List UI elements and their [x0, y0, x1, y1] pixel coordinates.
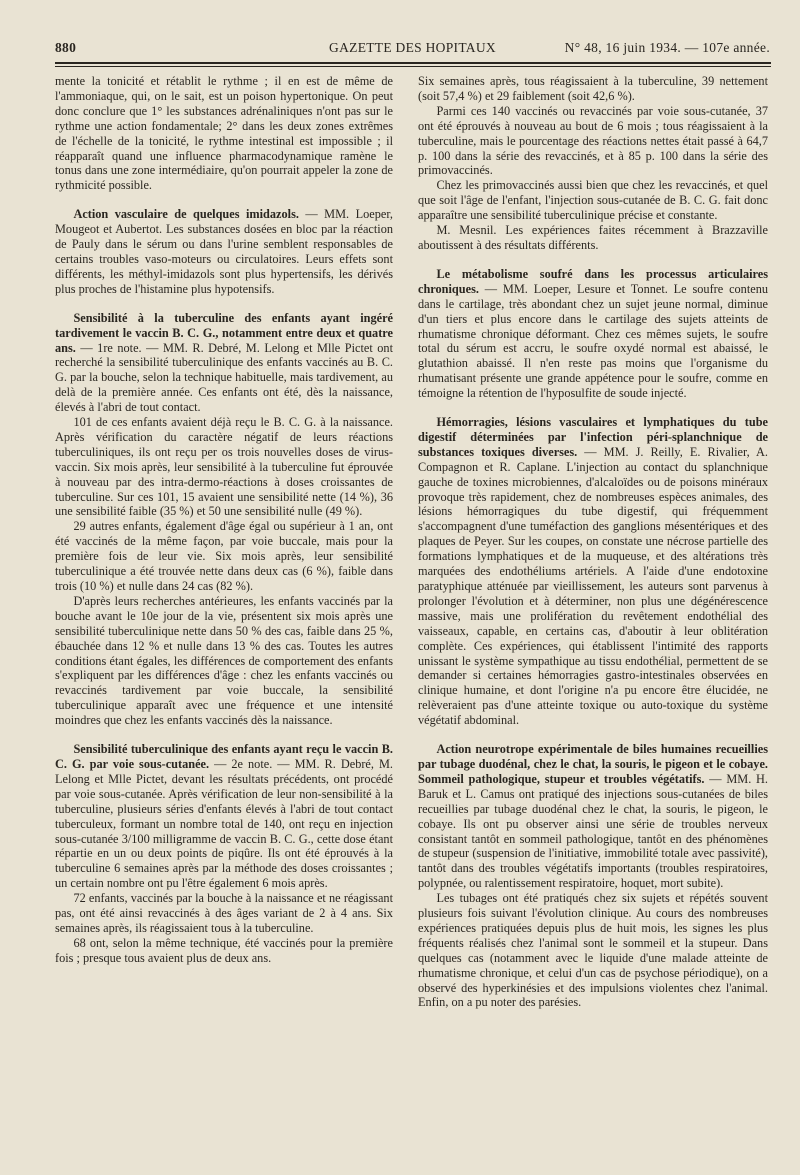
section-title: Le métabolisme soufré dans les processus articulaires chroniques. — [418, 266, 768, 296]
section-title: Sensibilité à la tuberculine des enfants ayant ingéré tardivement le vaccin B. C. G., notamment entre deux et quatre ans. — [55, 310, 393, 355]
section-text: — MM. J. Reilly, E. Rivalier, A. Compagnon et R. Caplane. L'injection au contact du splanchnique gauche de toxines microbiennes, d'alcaloïdes ou de poisons minéraux provoque très rapidement, chez de nombreuses espèces animales, des lésions hémorragiques du tube digestif, qui fréquemment s'accompagnent d'une tuméfaction des ganglions mésentériques et des plaques de Peyer. Sur les coupes, on constate une nécrose partielle des formations lymphatiques et de la muqueuse, et des altérations très marquées des endothéliums artériels. A l'aide d'une endotoxine paratyphique atténuée par vieillissement, les auteurs sont parvenus à prolonger l'évolution et à déterminer, non plus une dégénérescence massive, mais une prolifération du revêtement endothélial des vaisseaux, capable, en certains cas, d'aboutir à leur oblitération complète. Ces expériences, qui établissent l'intimité des rapports unissant le système sympathique au tissu endothélial, permettent de se demander si certaines hémorragies gastro-intestinales observées en clinique humaine, et dont l'origine n'a pu encore être élucidée, ne relèveraient pas d'une atteinte toxique ou auto-toxique du système végétatif abdominal. — [418, 444, 768, 728]
paragraph: D'après leurs recherches antérieures, les enfants vaccinés par la bouche avant le 10e jour de la vie, présentent six mois après une sensibilité tuberculinique nette dans 50 % des cas, faible dans 25 %, ébauchée dans 12 % et nulle dans 13 % des cas. Toutes les autres conditions étant égales, les différences de comportement des enfants s'expliquent par les différences d'âge : chez les enfants vaccinés ou revaccinés tardivement par voie buccale, la sensibilité tuberculinique apparaît avec une fréquence et une intensité moindres que chez les enfants vaccinés dès la naissance. — [55, 593, 393, 728]
page-number: 880 — [55, 40, 77, 55]
paragraph: M. Mesnil. Les expériences faites récemment à Brazzaville aboutissent à des résultats différents. — [418, 223, 768, 252]
section-tuberculine-buccal — [55, 311, 393, 415]
section-title: Hémorragies, lésions vasculaires et lymphatiques du tube digestif déterminées par l'infection péri-splanchnique de substances toxiques diverses. — [418, 415, 768, 459]
journal-title: GAZETTE DES HOPITAUX — [329, 40, 496, 55]
section-text: — MM. H. Baruk et L. Camus ont pratiqué des injections sous-cutanées de biles recueillies par tubage duodénal chez le chat, la souris, le pigeon, le cobaye. Ils ont pu observer ainsi une série de troubles nerveux consistant tantôt en sommeil pathologique, tantôt en des phénomènes de stupeur (suspension de l'initiative, immobilité totale avec passivité), tantôt dans des troubles végétatifs importants (troubles respiratoires, polypnée, ou ralentissement respiratoire, hoquet, mort subite). — [418, 771, 769, 891]
left-column — [55, 74, 393, 966]
section-soufre — [418, 267, 768, 401]
paragraph: Six semaines après, tous réagissaient à la tuberculine, 39 nettement (soit 57,4 %) et 29 faiblement (soit 42,6 %). — [418, 74, 768, 103]
paragraph: 72 enfants, vaccinés par la bouche à la naissance et ne réagissant pas, ont été ainsi revaccinés à des âges variant de 2 à 4 ans. Six semaines après, ils réagissaient tous à la tuberculine. — [55, 891, 393, 935]
section-title: Sensibilité tuberculinique des enfants ayant reçu le vaccin B. C. G. par voie sous-cutanée. — [55, 742, 393, 771]
paragraph: 68 ont, selon la même technique, été vaccinés pour la première fois ; presque tous avaient plus de deux ans. — [55, 935, 393, 965]
section-tuberculine-sous-cutanee — [55, 742, 393, 891]
paragraph: 29 autres enfants, également d'âge égal ou supérieur à 1 an, ont été vaccinés de la même façon, par voie buccale, mais pour la première fois de leur vie. Six mois après, leur sensibilité tuberculinique a été trouvée nette dans deux cas (6 %), faible dans trois (10 %) et nulle dans 24 cas (82 %). — [55, 519, 393, 593]
section-imidazols — [55, 207, 393, 296]
section-text: — 2e note. — MM. R. Debré, M. Lelong et Mlle Pictet, devant les résultats précédents, ont procédé par voie sous-cutanée. Après vérification de leur non-sensibilité à la tuberculine, plusieurs séries d'enfants élevés à l'abri de tout contact tuberculeux, formant un nombre total de 140, ont reçu en injection sous-cutanée 3/100 milligramme de vaccin B. C. G., cette dose étant répartie en un ou deux points de piqûre. Ils ont été éprouvés à la tuberculine 6 semaines après par la méthode des doses croissantes ; un certain nombre ont pu l'être également 6 mois après. — [55, 756, 393, 891]
page-header — [55, 40, 770, 64]
right-column — [418, 74, 768, 1010]
paragraph: 101 de ces enfants avaient déjà reçu le B. C. G. à la naissance. Après vérification du caractère négatif de leurs réactions tuberculiniques, ils ont reçu per os trois nouvelles doses de virus-vaccin. Six mois après, leur sensibilité à la tuberculine fut éprouvée à nouveau par des intra-dermo-réactions à doses croissantes de tuberculine. Sur ces 101, 15 avaient une sensibilité nette (14 %), 36 une sensibilité faible (35 %) et 50 une sensibilité nulle (49 %). — [55, 415, 393, 519]
header-rule — [55, 62, 771, 64]
section-title: Action vasculaire de quelques imidazols. — [73, 207, 299, 222]
section-text: — MM. Loeper, Lesure et Tonnet. Le soufre contenu dans le cartilage, très abondant chez un sujet jeune normal, diminue d'un tiers et plus encore dans le cartilage des sujets atteints de rhumatisme chronique déformant. Chez ces mêmes sujets, le soufre total du sérum est accru, le soufre oxydé normal est abaissé, le glutathion abaissé. Il n'en reste pas moins que l'organisme du rhumatisant présente une grande appétence pour le soufre, comme en témoigne la rétention de l'hyposulfite de soude injecté. — [418, 281, 768, 401]
section-title: Action neurotrope expérimentale de biles humaines recueillies par tubage duodénal, chez le chat, la souris, le pigeon et le cobaye. Sommeil pathologique, stupeur et troubles végétatifs. — [418, 742, 768, 786]
paragraph: Chez les primovaccinés aussi bien que chez les revaccinés, et quel que soit l'âge de l'enfant, l'injection sous-cutanée de B. C. G. fait donc apparaître une sensibilité tuberculinique précise et constante. — [418, 178, 768, 223]
section-text: — 1re note. — MM. R. Debré, M. Lelong et Mlle Pictet ont recherché la sensibilité tuberculinique des enfants vaccinés au B. C. G. par la bouche, selon la technique habituelle, mais tardivement, au delà de la première année. Ces enfants ont été, dès la naissance, élevés à l'abri de tout contact. — [55, 340, 393, 415]
section-text: — MM. Loeper, Mougeot et Aubertot. Les substances dosées en bloc par la réaction de Pauly dans le sérum ou dans l'urine semblent responsables de certains troubles vaso-moteurs ou circulatoires. Leurs effets sont différents, les méthyl-imidazols sont plus hypertensifs, les dérivés plus proches de l'histamine plus hypotensifs. — [55, 207, 393, 296]
header-rule-thin — [55, 66, 771, 67]
issue-info: N° 48, 16 juin 1934. — 107e année. — [564, 40, 770, 55]
paragraph: Les tubages ont été pratiqués chez six sujets et répétés souvent plusieurs fois suivant l'évolution clinique. Au cours des nombreuses expériences pratiquées depuis plus de huit mois, les signes les plus fréquents réalisés chez l'animal sont le sommeil et la stupeur. Dans quelques cas (notamment avec le liquide d'une malade atteinte de rhumatisme chronique, et celui d'un cas de psychose périodique), on a observé des hyperkinésies et des impulsions violentes chez l'animal. Enfin, on a pu noter des parésies. — [418, 891, 768, 1010]
paragraph: Parmi ces 140 vaccinés ou revaccinés par voie sous-cutanée, 37 ont été éprouvés à nouveau au bout de 6 mois ; tous réagissaient à la tuberculine, mais le pourcentage des réactions nettes était passé à 64,7 p. 100 dans la série des revaccinés, et à 85 p. 100 dans la série des primovaccinés. — [418, 103, 768, 178]
section-neurotrope — [418, 742, 768, 891]
paragraph: mente la tonicité et rétablit le rythme ; il en est de même de l'ammoniaque, qui, on le sait, est un poison hypertonique. On peut donc conclure que 1° les substances adrénaliniques n'ont pas sur le rythme une action fondamentale; 2° dans les deux zones extrêmes de l'échelle de la tonicité, le rythme intestinal est impossible ; il réapparaît quand une influence pharmacodynamique ramène le tonus dans une zone intermédiaire, qu'on pourrait appeler la zone de rythmicité possible. — [55, 74, 393, 193]
section-hemorragies — [418, 415, 768, 728]
